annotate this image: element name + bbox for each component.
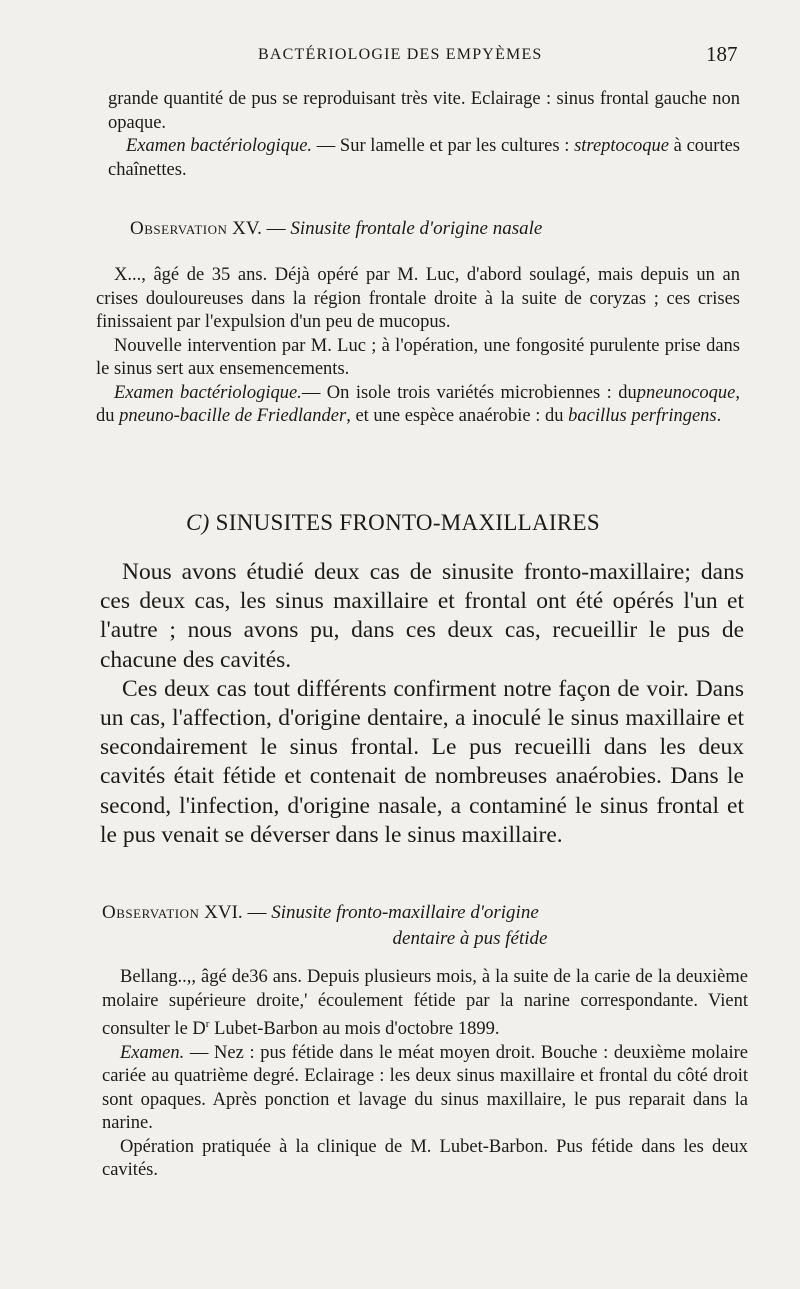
obs15-exam-text-c: , et une espèce anaérobie : du (346, 406, 569, 426)
observation-15-heading (130, 216, 750, 242)
obs16-exam-label: Examen. (120, 1042, 185, 1063)
obs15-organism-2: pneuno-bacille de Friedlander (119, 406, 347, 426)
intro-paragraph: grande quantité de pus se reproduisant très vite. Eclairage : sinus frontal gauche non opaque. (108, 89, 740, 133)
obs15-organism-1: pneunocoque (636, 382, 736, 403)
observation-number: XV. (232, 218, 262, 239)
exam-label: Examen bactériologique. (126, 136, 313, 156)
observation-15-body (96, 264, 740, 429)
observation-dash: — (242, 902, 272, 923)
obs16-paragraph-3: Opération pratiquée à la clinique de M. Lubet-Barbon. Pus fétide dans les deux cavités. (102, 1136, 748, 1181)
obs16-exam-text: — Nez : pus fétide dans le méat moyen droit. Bouche : deuxième molaire cariée au quatrième degré. Eclairage : les deux sinus maxillaire et frontal du côté droit sont opaques. Après ponction et lavage du sinus maxillaire, le pus reparait dans la narine. (102, 1042, 748, 1134)
obs15-paragraph-2: Nouvelle intervention par M. Luc ; à l'opération, une fongosité purulente prise dans le sinus sert aux ensemencements. (96, 335, 740, 379)
main-body (100, 558, 744, 850)
observation-title: Sinusite frontale d'origine nasale (290, 218, 543, 239)
obs15-paragraph-1: X..., âgé de 35 ans. Déjà opéré par M. Luc, d'abord soulagé, mais depuis un an crises douloureuses dans la région frontale droite à la suite de coryzas ; ces crises finissaient par l'expulsion d'un peu de mucopus. (96, 265, 740, 332)
exam-tail: à courtes chaînettes. (108, 136, 740, 180)
observation-16-body (102, 966, 748, 1183)
body-paragraph-2: Ces deux cas tout différents confirment notre façon de voir. Dans un cas, l'affection, d'origine dentaire, a inoculé le sinus maxillaire et secondairement le sinus frontal. Le pus recueilli dans les deux cavités était fétide et contenait de nombreuses anaérobies. Dans le second, l'infection, d'origine nasale, a contaminé le sinus frontal et le pus venait se déverser dans le sinus maxillaire. (100, 675, 744, 848)
obs15-organism-3: bacillus perfringens (568, 406, 717, 426)
intro-exam-paragraph (108, 135, 740, 182)
obs15-paragraph-3 (96, 382, 740, 429)
obs15-exam-text-d: . (716, 406, 722, 426)
page-number: 187 (706, 42, 738, 66)
section-letter: C) (186, 510, 210, 535)
intro-block (108, 88, 740, 182)
observation-16-heading (102, 900, 748, 952)
body-paragraph-1: Nous avons étudié deux cas de sinusite fronto-maxillaire; dans ces deux cas, les sinus maxillaire et frontal ont été opérés l'un et l'autre ; nous avons pu, dans ces deux cas, recueillir le pus de chacune des cavités. (100, 559, 744, 673)
exam-text: — Sur lamelle et par les cultures : (312, 136, 575, 156)
running-title: BACTÉRIOLOGIE DES EMPYÈMES (258, 46, 543, 63)
obs15-exam-label: Examen bactériologique. (114, 382, 302, 403)
observation-label: Observation (102, 902, 200, 923)
obs16-p1-text-a: Bellang..,, âgé de36 ans. Depuis plusieurs mois, à la suite de la carie de la deuxième molaire supérieure droite,' écoulement fétide par la narine correspondante. Vient consulter le D (102, 967, 748, 1040)
section-heading (186, 510, 600, 536)
obs16-paragraph-2 (102, 1042, 748, 1136)
obs15-exam-text-b: , du (96, 382, 740, 426)
obs16-p1-superscript: r (205, 1018, 210, 1030)
page-header (0, 42, 800, 72)
observation-label: Observation (130, 218, 228, 239)
obs16-p1-text-b: Lubet-Barbon au mois d'octobre 1899. (209, 1019, 500, 1040)
section-title: SINUSITES FRONTO-MAXILLAIRES (215, 510, 600, 535)
observation-title-line-1: Sinusite fronto-maxillaire d'origine (271, 902, 539, 923)
exam-organism: streptocoque (574, 136, 669, 156)
observation-dash: — (261, 218, 291, 239)
obs15-exam-text-a: — On isole trois variétés microbiennes : du (301, 382, 637, 403)
obs16-paragraph-1 (102, 966, 748, 1042)
observation-number: XVI. (204, 902, 243, 923)
observation-title-line-2: dentaire à pus fétide (392, 928, 548, 949)
